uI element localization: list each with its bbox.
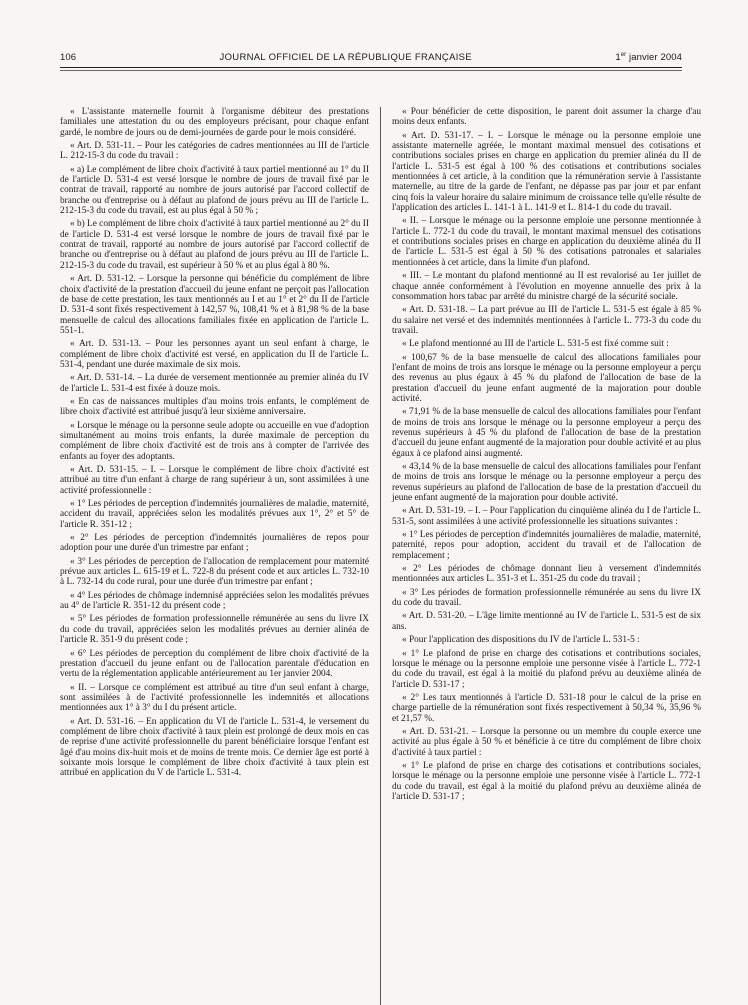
paragraph: « Art. D. 531-21. – Lorsque la personne ou un membre du couple exerce une activité au plus égale à 50 % et bénéficie à ce titre du complément de libre choix d'activité à taux partiel : [392,726,701,758]
paragraph: « Le plafond mentionné au III de l'article L. 531-5 est fixé comme suit : [402,339,669,350]
paragraph: « 3° Les périodes de perception de l'allocation de remplacement pour maternité prévue aux articles L. 615-19 et L. 722-8 du présent code et aux articles L. 732-10 à L. 732-14 du code rural, pour une durée d'un trimestre par enfant ; [60,556,369,588]
paragraph: « Art. D. 531-15. – I. – Lorsque le complément de libre choix d'activité est attribué au titre d'un enfant à charge de rang supérieur à un, sont assimilées à une activité professionnelle : [60,465,369,496]
paragraph: « III. – Le montant du plafond mentionné au II est revalorisé au 1er juillet de chaque année conformément à l'évolution en moyenne annuelle des prix à la consommation hors tabac par arrêté du ministre chargé de la sécurité sociale. [392,271,701,302]
journal-title: JOURNAL OFFICIEL DE LA RÉPUBLIQUE FRANÇAISE [219,52,472,63]
paragraph: « II. – Lorsque ce complément est attribué au titre d'un seul enfant à charge, sont assimilées à de l'activité professionnelle les indemnités et allocations mentionnées aux 1° à 3° du I du présent article. [60,682,369,714]
paragraph: « Pour bénéficier de cette disposition, le parent doit assumer la charge d'au moins deux enfants. [392,107,701,128]
paragraph: « 1° Le plafond de prise en charge des cotisations et contributions sociales, lorsque le ménage ou la personne emploie une personne visée à l'article L. 772-1 du code du travail, est égal à la moitié du plafond prévu au deuxième alinéa de l'article D. 531-17 ; [392,760,701,802]
paragraph: « Pour l'application des dispositions du IV de l'article L. 531-5 : [402,635,640,646]
paragraph: « Art. D. 531-11. – Pour les catégories de cadres mentionnées au III de l'article L. 212-15-3 du code du travail : [60,141,369,162]
paragraph: « 1° Le plafond de prise en charge des cotisations et contributions sociales, lorsque le ménage ou la personne emploie une personne visée à l'article L. 772-1 du code du travail, est égal à la moitié du plafond prévu au deuxième alinéa de l'article D. 531-17 ; [392,648,701,690]
paragraph: « II. – Lorsque le ménage ou la personne emploie une personne mentionnée à l'article L. 772-1 du code du travail, le montant maximal mensuel des cotisations et contributions sociales prises en charge en application du deuxième alinéa du II de l'article L. 531-5 est égal à 50 % des cotisations patronales et salariales mentionnées à cet article, dans la limite d'un plafond. [392,216,701,268]
column-divider [380,107,381,1005]
page-number: 106 [60,52,77,63]
paragraph: « 6° Les périodes de perception du complément de libre choix d'activité de la prestation d'accueil du jeune enfant ou de l'allocation parentale d'éducation en vertu de la réglementation applicable antérieurement au 1er janvier 2004. [60,648,369,680]
paragraph: « L'assistante maternelle fournit à l'organisme débiteur des prestations familiales une attestation du ou des employeurs précisant, pour chaque enfant gardé, le nombre de jours ou de demi-journées de garde pour le mois considéré. [60,107,369,138]
paragraph: « 1° Les périodes de perception d'indemnités journalières de maladie, maternité, accident du travail, appréciées selon les modalités prévues aux 1°, 2° et 5° de l'article R. 351-12 ; [60,499,369,530]
article-body [60,107,701,1005]
paragraph: « 4° Les périodes de chômage indemnisé appréciées selon les modalités prévues au 4° de l'article R. 351-12 du présent code ; [60,590,369,612]
header-rule [60,70,682,71]
paragraph: « Art. D. 531-13. – Pour les personnes ayant un seul enfant à charge, le complément de libre choix d'activité est versé, en application du II de l'article L. 531-4, pendant une durée maximale de six mois. [60,339,369,370]
paragraph: « En cas de naissances multiples d'au moins trois enfants, le complément de libre choix d'activité est attribué jusqu'à leur sixième anniversaire. [60,396,369,418]
paragraph: « Art. D. 531-12. – Lorsque la personne qui bénéficie du complément de libre choix d'activité de la prestation d'accueil du jeune enfant ne perçoit pas l'allocation de base de cette prestation, les taux mentionnés au I et au 1° et 2° du II de l'article D. 531-4 sont fixés respectivement à 142,57 %, 108,41 % et à 81,98 % de la base mensuelle de calcul des allocations familiales fixée en application de l'article L. 551-1. [60,274,369,336]
paragraph: « Art. D. 531-16. – En application du VI de l'article L. 531-4, le versement du complément de libre choix d'activité à taux plein est prolongé de deux mois en cas de reprise d'une activité professionnelle du parent bénéficiaire lorsque l'enfant est âgé d'au moins dix-huit mois et de moins de trente mois. Ce dernier âge est porté à soixante mois lorsque le complément de libre choix d'activité à taux plein est attribué en application du V de l'article L. 531-4. [60,716,369,779]
issue-date: 1er janvier 2004 [615,51,682,63]
paragraph: « 100,67 % de la base mensuelle de calcul des allocations familiales pour l'enfant de moins de trois ans lorsque le ménage ou la personne employeur a perçu des revenus au plus égaux à 45 % du plafond de l'allocation de base de la prestation d'accueil du jeune enfant augmenté de la majoration pour double activité. [392,352,701,404]
paragraph: « 1° Les périodes de perception d'indemnités journalières de maladie, maternité, paternité, repos pour adoption, accident du travail et de l'allocation de remplacement ; [392,530,701,561]
paragraph: « a) Le complément de libre choix d'activité à taux partiel mentionné au 1° du II de l'article D. 531-4 est versé lorsque le nombre de jours de travail fixé par le contrat de travail, rapporté au nombre de jours autorisé par l'accord collectif de branche ou d'entreprise ou à défaut au plafond de jours prévu au III de l'article L. 212-15-3 du code du travail, est au plus égal à 50 % ; [60,164,369,217]
paragraph: « Art. D. 531-17. – I. – Lorsque le ménage ou la personne emploie une assistante maternelle agréée, le montant maximal mensuel des cotisations et contributions sociales prises en charge en application du premier alinéa du II de l'article L. 531-5 est égal à 100 % des cotisations et contributions sociales mentionnées à cet article, à la condition que la rémunération servie à l'assistante maternelle, au titre de la garde de l'enfant, ne dépasse pas par jour et par enfant cinq fois la valeur horaire du salaire minimum de croissance telle qu'elle résulte de l'application des articles L. 141-1 à L. 141-9 et L. 814-1 du code du travail. [392,130,701,214]
right-column [392,107,701,1005]
paragraph: « 43,14 % de la base mensuelle de calcul des allocations familiales pour l'enfant de moins de trois ans lorsque le ménage ou la personne employeur a perçu des revenus supérieurs au plafond de l'allocation de base de la prestation d'accueil du jeune enfant augmenté de la majoration pour double activité. [392,462,701,504]
page-header [60,52,682,68]
paragraph: « Art. D. 531-20. – L'âge limite mentionné au IV de l'article L. 531-5 est de six ans. [392,611,701,632]
paragraph: « 5° Les périodes de formation professionnelle rémunérée au sens du livre IX du code du travail, appréciées selon les modalités prévues au dernier alinéa de l'article R. 351-9 du présent code ; [60,614,369,646]
paragraph: « 3° Les périodes de formation professionnelle rémunérée au sens du livre IX du code du travail. [392,587,701,609]
paragraph: « 2° Les taux mentionnés à l'article D. 531-18 pour le calcul de la prise en charge partielle de la rémunération sont fixés respectivement à 50,34 %, 35,96 % et 21,57 %. [392,692,701,724]
paragraph: « Art. D. 531-18. – La part prévue au III de l'article L. 531-5 est égale à 85 % du salaire net versé et des indemnités mentionnées à l'article L. 773-3 du code du travail. [392,305,701,336]
left-column [60,107,369,1005]
paragraph: « Lorsque le ménage ou la personne seule adopte ou accueille en vue d'adoption simultanément au moins trois enfants, la durée maximale de perception du complément de libre choix d'activité est de trois ans à compter de l'arrivée des enfants au foyer des adoptants. [60,420,369,462]
paragraph: « 2° Les périodes de perception d'indemnités journalières de repos pour adoption pour une durée d'un trimestre par enfant ; [60,533,369,554]
paragraph: « 71,91 % de la base mensuelle de calcul des allocations familiales pour l'enfant de moins de trois ans lorsque le ménage ou la personne employeur a perçu des revenus supérieurs à 45 % du plafond de l'allocation de base de la prestation d'accueil du jeune enfant augmenté de la majoration pour double activité et au plus égaux à ce plafond ainsi augmenté. [392,407,701,459]
paragraph: « b) Le complément de libre choix d'activité à taux partiel mentionné au 2° du II de l'article D. 531-4 est versé lorsque le nombre de jours de travail fixé par le contrat de travail, rapporté au nombre de jours autorisé par l'accord collectif de branche ou d'entreprise ou à défaut au plafond de jours prévu au III de l'article L. 212-15-3 du code du travail, est supérieur à 50 % et au plus égal à 80 %. [60,219,369,271]
paragraph: « 2° Les périodes de chômage donnant lieu à versement d'indemnités mentionnées aux articles L. 351-3 et L. 351-25 du code du travail ; [392,564,701,585]
paragraph: « Art. D. 531-19. – I. – Pour l'application du cinquième alinéa du I de l'article L. 531-5, sont assimilées à une activité professionnelle les situations suivantes : [392,506,701,527]
paragraph: « Art. D. 531-14. – La durée de versement mentionnée au premier alinéa du IV de l'article L. 531-4 est fixée à douze mois. [60,373,369,394]
